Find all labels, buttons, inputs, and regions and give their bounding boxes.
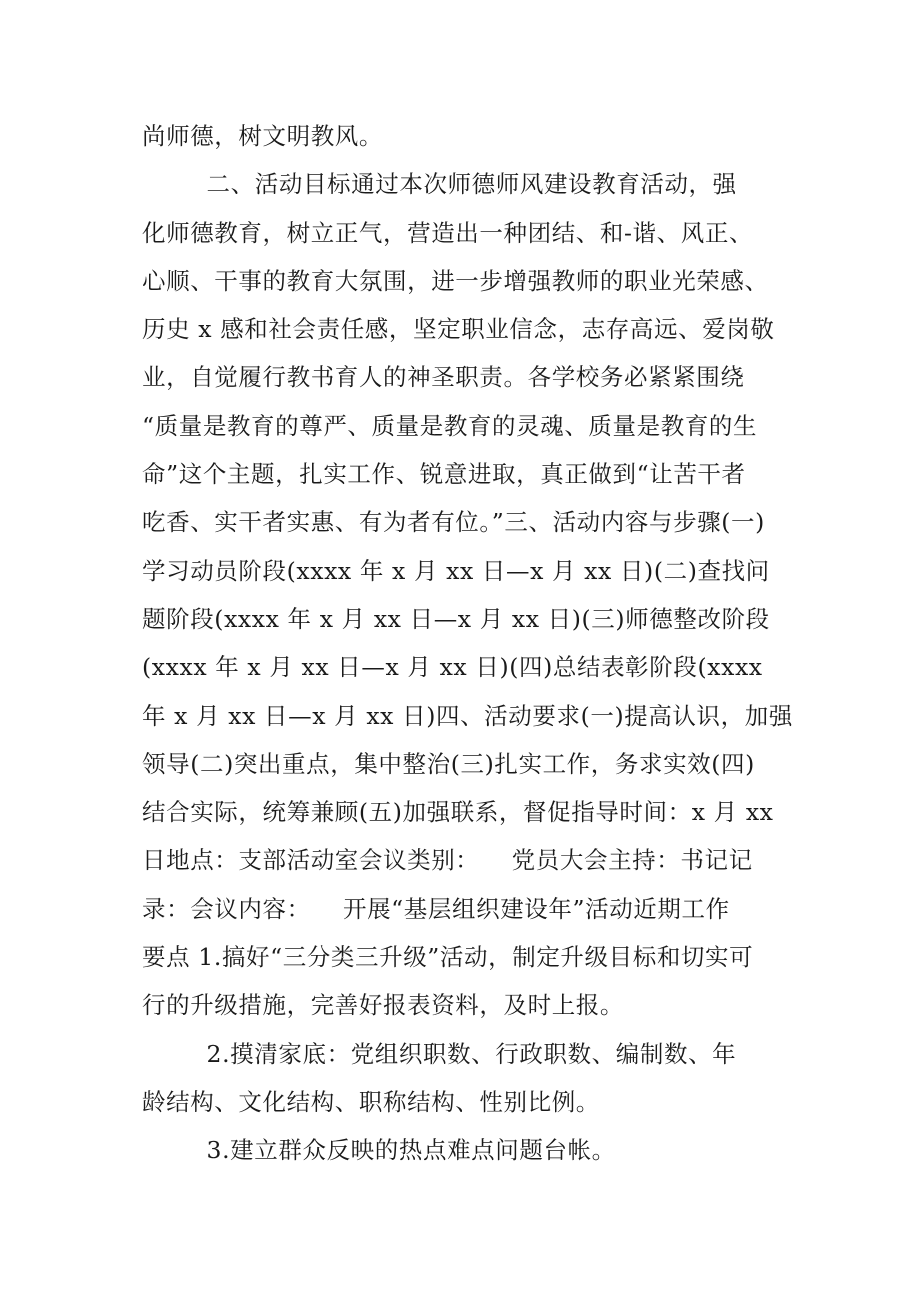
text-line: 要点 1.搞好“三分类三升级”活动，制定升级目标和切实可 (142, 943, 754, 972)
text-line: 年 x 月 xx 日—x 月 xx 日)四、活动要求(一)提高认识，加强 (142, 701, 793, 730)
text-line: 业，自觉履行教书育人的神圣职责。各学校务必紧紧围绕 (142, 363, 745, 392)
text-line: “质量是教育的尊严、质量是教育的灵魂、质量是教育的生 (142, 411, 758, 440)
text-line: 化师德教育，树立正气，营造出一种团结、和-谐、风正、 (142, 218, 754, 247)
text-line: 录：会议内容： 开展“基层组织建设年”活动近期工作 (142, 894, 730, 923)
text-line: 命”这个主题，扎实工作、锐意进取，真正做到“让苦干者 (142, 460, 746, 489)
text-line: 学习动员阶段(xxxx 年 x 月 xx 日—x 月 xx 日)(二)查找问 (142, 556, 770, 585)
document-body (142, 112, 793, 1175)
text-line: 3.建立群众反映的热点难点问题台帐。 (142, 1136, 616, 1165)
text-line: 龄结构、文化结构、职称结构、性别比例。 (142, 1087, 600, 1116)
text-line: 领导(二)突出重点，集中整治(三)扎实工作，务求实效(四) (142, 749, 755, 778)
text-line: 日地点：支部活动室会议类别： 党员大会主持：书记记 (142, 846, 753, 875)
text-line: 历史 x 感和社会责任感，坚定职业信念，志存高远、爱岗敬 (142, 315, 775, 344)
text-line: 尚师德，树文明教风。 (142, 122, 383, 150)
text-line: 题阶段(xxxx 年 x 月 xx 日—x 月 xx 日)(三)师德整改阶段 (142, 604, 770, 633)
text-line: (xxxx 年 x 月 xx 日—x 月 xx 日)(四)总结表彰阶段(xxxx (142, 653, 763, 682)
text-line: 行的升级措施，完善好报表资料，及时上报。 (142, 991, 624, 1020)
text-line: 吃香、实干者实惠、有为者有位。”三、活动内容与步骤(一) (142, 508, 765, 537)
text-line: 结合实际，统筹兼顾(五)加强联系，督促指导时间：x 月 xx (142, 798, 774, 827)
text-line: 心顺、干事的教育大氛围，进一步增强教师的职业光荣感、 (142, 266, 769, 295)
text-line: 二、活动目标通过本次师德师风建设教育活动，强 (142, 170, 737, 199)
text-line: 2.摸清家底：党组织职数、行政职数、编制数、年 (142, 1039, 737, 1068)
